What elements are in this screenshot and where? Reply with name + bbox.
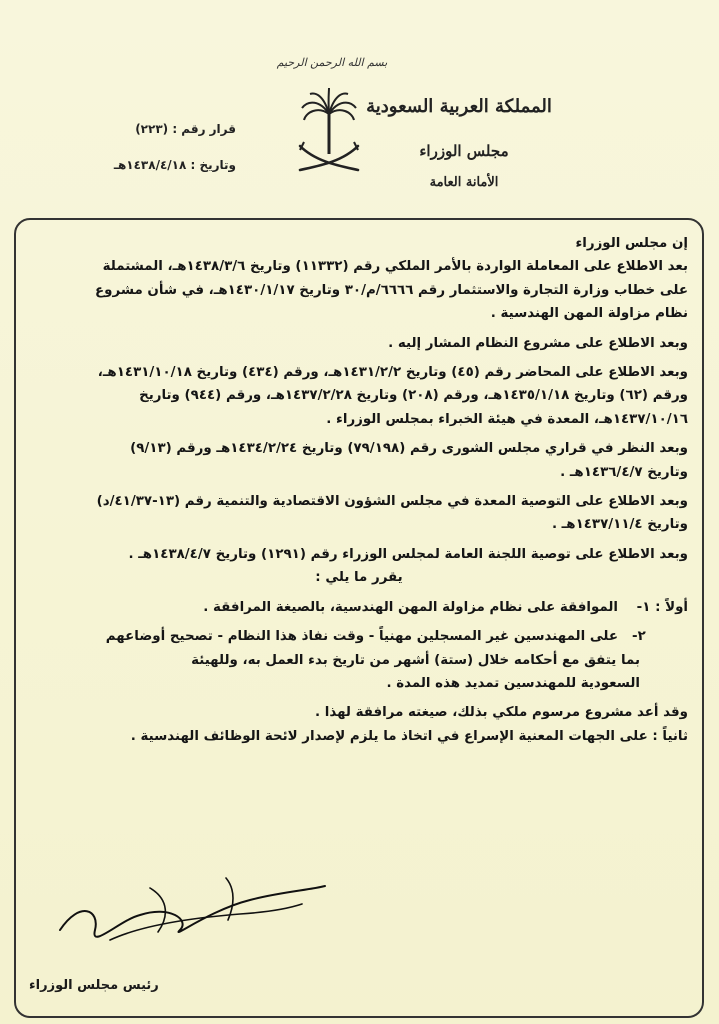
signatory-title: رئيس مجلس الوزراء (29, 978, 159, 993)
decision-body (30, 232, 688, 748)
clause-first-2 (30, 625, 688, 648)
body-line: وبعد الاطلاع على المحاضر رقم (٤٥) وتاريخ ١٤٣١/٢/٢هـ، ورقم (٤٣٤) وتاريخ ١٤٣١/١٠/١٨هـ، (97, 365, 688, 381)
clause-label: ٢- (632, 629, 646, 645)
body-line: بعد الاطلاع على المعاملة الواردة بالأمر الملكي رقم (١١٣٣٢) وتاريخ ١٤٣٨/٣/٦هـ، المشتملة (102, 259, 688, 275)
body-line: وتاريخ ١٤٣٧/١١/٤هـ . (551, 517, 688, 533)
body-line: وبعد الاطلاع على مشروع النظام المشار إليه . (388, 335, 688, 351)
body-line: وتاريخ ١٤٣٦/٤/٧هـ . (560, 464, 688, 480)
clause-first-1 (30, 596, 688, 619)
body-line: السعودية للمهندسين تمديد هذه المدة . (386, 675, 640, 691)
clause-label: أولاً : ١- (636, 599, 688, 615)
clause-second: ثانياً : على الجهات المعنية الإسراع في اتخاذ ما يلزم لإصدار لائحة الوظائف الهندسية . (130, 728, 688, 744)
body-line: وبعد الاطلاع على توصية اللجنة العامة لمجلس الوزراء رقم (١٢٩١) وتاريخ ١٤٣٨/٤/٧هـ . (128, 546, 688, 562)
body-line: نظام مزاولة المهن الهندسية . (490, 306, 688, 322)
body-line: ورقم (٦٢) وتاريخ ١٤٣٥/١/١٨هـ، ورقم (٢٠٨) وتاريخ ١٤٣٧/٢/٢٨هـ، ورقم (٩٤٤) وتاريخ (139, 388, 688, 404)
clause-text: على المهندسين غير المسجلين مهنياً - وقت نفاذ هذا النظام - تصحيح أوضاعهم (105, 629, 618, 645)
clause-text: الموافقة على نظام مزاولة المهن الهندسية، بالصيغة المرافقة . (203, 599, 618, 615)
body-line: ١٤٣٧/١٠/١٦هـ، المعدة في هيئة الخبراء بمجلس الوزراء . (326, 411, 688, 427)
handwritten-signature (40, 860, 330, 970)
body-line: وبعد النظر في قراري مجلس الشورى رقم (٧٩/١٩٨) وتاريخ ١٤٣٤/٢/٢٤هـ ورقم (٩/١٣) (130, 441, 688, 457)
opening-line: إن مجلس الوزراء (575, 236, 688, 251)
decision-date: وتاريخ : ١٤٣٨/٤/١٨هـ (113, 158, 236, 172)
kingdom-title: المملكة العربية السعودية (366, 96, 552, 117)
basmala: بسم الله الرحمن الرحيم (276, 56, 388, 69)
secretariat-title: الأمانة العامة (429, 175, 499, 190)
body-line: على خطاب وزارة التجارة والاستثمار رقم ٦٦٦٦/م/٣٠ وتاريخ ١٤٣٠/١/١٧هـ، في شأن مشروع (95, 282, 688, 298)
body-line: وبعد الاطلاع على التوصية المعدة في مجلس الشؤون الاقتصادية والتنمية رقم (١٣-٤١/٣٧/د) (96, 494, 688, 510)
council-title: مجلس الوزراء (419, 142, 509, 160)
decision-number: قرار رقم : (٢٢٣) (135, 122, 236, 136)
body-line: وقد أعد مشروع مرسوم ملكي بذلك، صيغته مرافقة لهذا . (315, 705, 688, 721)
resolution-heading: يقرر ما يلي : (315, 570, 403, 586)
body-line: بما يتفق مع أحكامه خلال (ستة) أشهر من تاريخ بدء العمل به، وللهيئة (191, 652, 640, 668)
